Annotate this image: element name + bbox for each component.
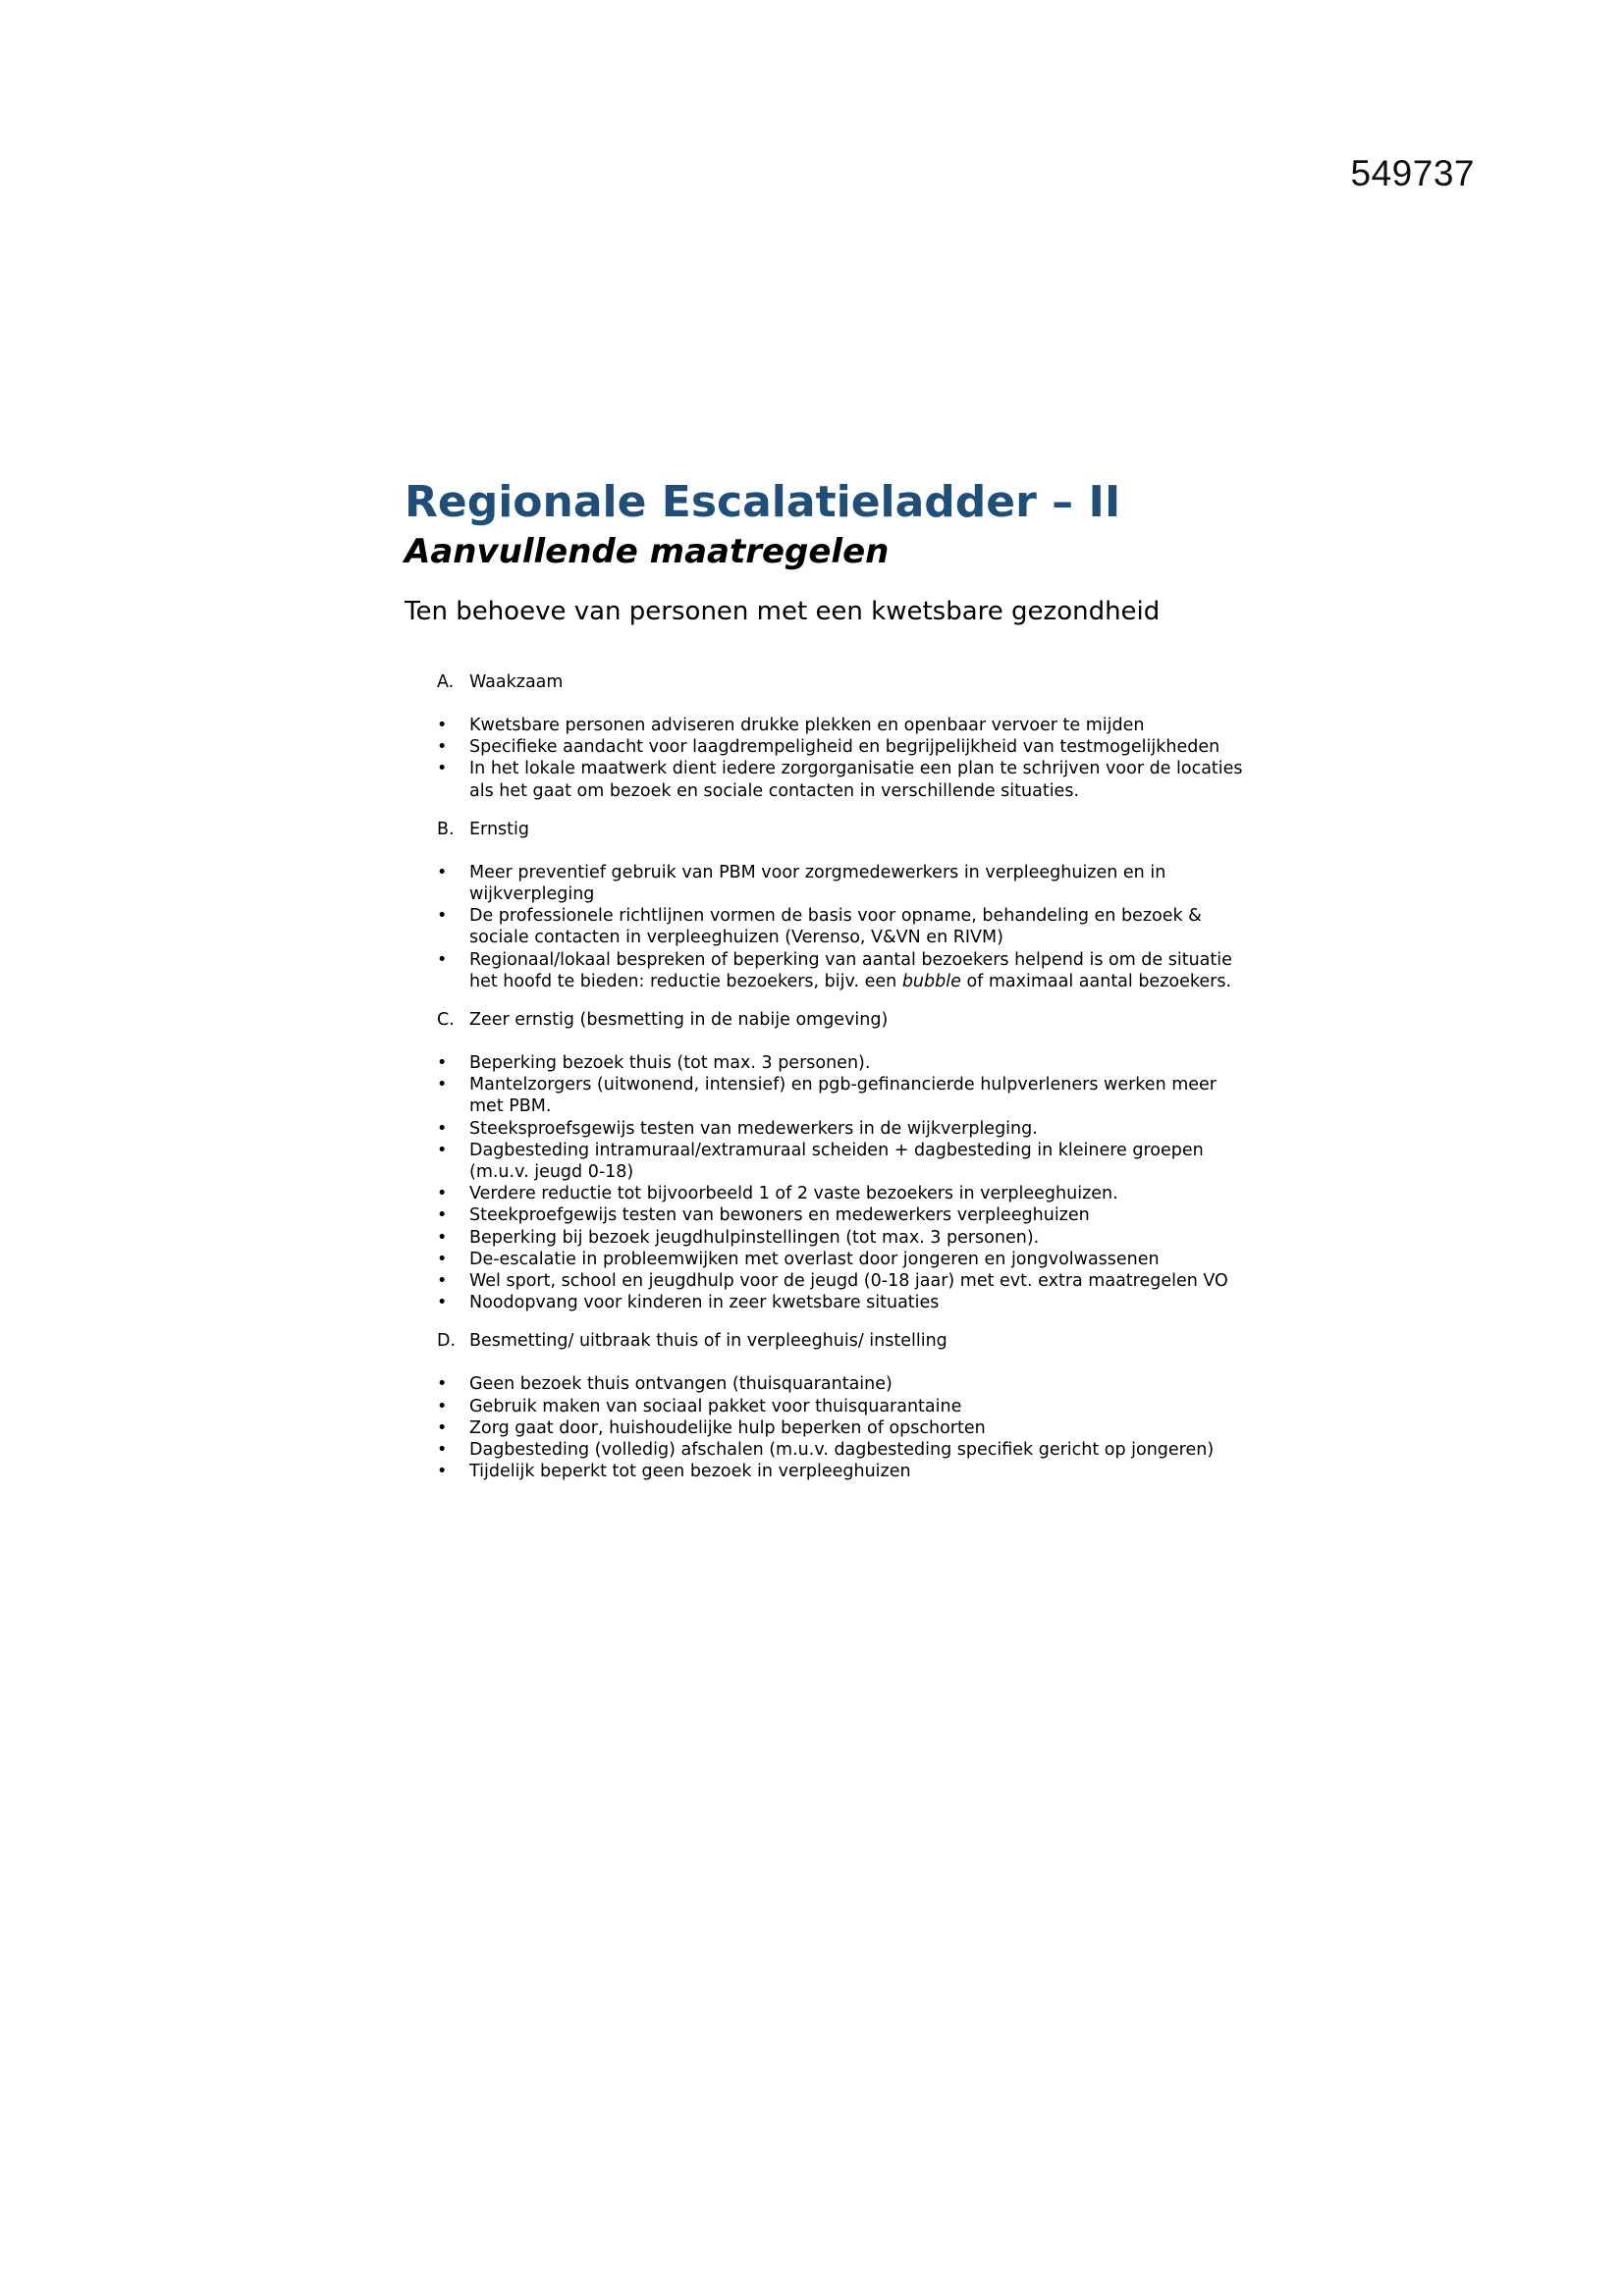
list-item bbox=[437, 715, 1249, 736]
list-item bbox=[437, 1118, 1249, 1140]
section-heading bbox=[437, 819, 1249, 840]
list-item bbox=[437, 1461, 1249, 1482]
list-item-text: Zorg gaat door, huishoudelijke hulp beperken of opschorten bbox=[469, 1417, 986, 1438]
bullet-dot-icon: • bbox=[437, 1440, 448, 1461]
list-item-text: Steekproefgewijs testen van bewoners en medewerkers verpleeghuizen bbox=[469, 1205, 1090, 1226]
bullet-list bbox=[437, 1052, 1249, 1313]
list-item bbox=[437, 1227, 1249, 1249]
list-item-text: Steeksproefsgewijs testen van medewerkers in de wijkverpleging. bbox=[469, 1118, 1038, 1139]
bullet-list bbox=[437, 1373, 1249, 1482]
section-letter: C. bbox=[437, 1010, 455, 1031]
list-item bbox=[437, 1396, 1249, 1417]
section-b bbox=[437, 819, 1249, 992]
page-title: Regionale Escalatieladder – II bbox=[405, 477, 1121, 527]
list-item-text: Gebruik maken van sociaal pakket voor thuisquarantaine bbox=[469, 1396, 962, 1416]
list-item-text: Tijdelijk beperkt tot geen bezoek in verpleeghuizen bbox=[469, 1462, 911, 1482]
list-item-text: Kwetsbare personen adviseren drukke plekken en openbaar vervoer te mijden bbox=[469, 716, 1145, 735]
list-item bbox=[437, 862, 1249, 905]
section-a bbox=[437, 671, 1249, 802]
bullet-dot-icon: • bbox=[437, 1205, 448, 1226]
list-item-text: Beperking bezoek thuis (tot max. 3 personen). bbox=[469, 1053, 871, 1074]
list-item-text: Beperking bij bezoek jeugdhulpinstellingen (tot max. 3 personen). bbox=[469, 1227, 1040, 1248]
bullet-dot-icon: • bbox=[437, 1462, 448, 1482]
bullet-dot-icon: • bbox=[437, 1417, 448, 1438]
list-item bbox=[437, 1140, 1249, 1183]
section-d bbox=[437, 1330, 1249, 1482]
list-item-text: Meer preventief gebruik van PBM voor zorgmedewerkers in verpleeghuizen en in wijkverpleging bbox=[469, 862, 1166, 905]
bullet-dot-icon: • bbox=[437, 1184, 448, 1204]
list-item bbox=[437, 1074, 1249, 1117]
section-letter: A. bbox=[437, 672, 455, 692]
list-item bbox=[437, 1417, 1249, 1439]
sections-list bbox=[405, 671, 1249, 1482]
list-item-text: Noodopvang voor kinderen in zeer kwetsbare situaties bbox=[469, 1293, 940, 1313]
list-item bbox=[437, 949, 1249, 992]
list-item-text: Mantelzorgers (uitwonend, intensief) en pgb-gefinancierde hulpverleners werken meer met PBM. bbox=[469, 1075, 1218, 1117]
list-item bbox=[437, 1249, 1249, 1270]
document-body bbox=[405, 475, 1249, 1499]
list-item bbox=[437, 736, 1249, 758]
bullet-dot-icon: • bbox=[437, 949, 448, 970]
bullet-dot-icon: • bbox=[437, 737, 448, 758]
list-item bbox=[437, 1052, 1249, 1074]
list-item bbox=[437, 1439, 1249, 1461]
bullet-dot-icon: • bbox=[437, 1227, 448, 1248]
list-item-text: Dagbesteding intramuraal/extramuraal scheiden + dagbesteding in kleinere groepen (m.u.v. jeugd 0-18) bbox=[469, 1140, 1204, 1183]
bullet-list bbox=[437, 862, 1249, 992]
bullet-list bbox=[437, 715, 1249, 802]
bullet-dot-icon: • bbox=[437, 1374, 448, 1395]
list-item-text: Dagbesteding (volledig) afschalen (m.u.v. dagbesteding specifiek gericht op jongeren) bbox=[469, 1440, 1215, 1461]
list-item bbox=[437, 758, 1249, 801]
section-title: Waakzaam bbox=[469, 672, 564, 692]
intro-text: Ten behoeve van personen met een kwetsbare gezondheid bbox=[405, 597, 1161, 626]
bullet-dot-icon: • bbox=[437, 1249, 448, 1269]
section-letter: B. bbox=[437, 819, 455, 839]
list-item bbox=[437, 1183, 1249, 1204]
bullet-dot-icon: • bbox=[437, 1118, 448, 1139]
list-item bbox=[437, 1373, 1249, 1395]
section-title: Ernstig bbox=[469, 819, 529, 839]
bullet-dot-icon: • bbox=[437, 862, 448, 882]
bullet-dot-icon: • bbox=[437, 1140, 448, 1160]
section-c bbox=[437, 1009, 1249, 1313]
list-item bbox=[437, 1270, 1249, 1292]
bullet-dot-icon: • bbox=[437, 759, 448, 779]
bullet-dot-icon: • bbox=[437, 906, 448, 927]
section-title: Zeer ernstig (besmetting in de nabije omgeving) bbox=[469, 1010, 889, 1031]
section-title: Besmetting/ uitbraak thuis of in verpleeghuis/ instelling bbox=[469, 1331, 947, 1352]
section-letter: D. bbox=[437, 1331, 457, 1352]
list-item-text: Regionaal/lokaal bespreken of beperking van aantal bezoekers helpend is om de situatie het hoofd te bieden: reductie bezoekers, bijv. een bubble of maximaal aantal bezoekers. bbox=[469, 949, 1232, 991]
list-item bbox=[437, 1292, 1249, 1313]
list-item-text: Wel sport, school en jeugdhulp voor de jeugd (0-18 jaar) met evt. extra maatregelen VO bbox=[469, 1271, 1228, 1292]
list-item-text: Verdere reductie tot bijvoorbeeld 1 of 2 vaste bezoekers in verpleeghuizen. bbox=[469, 1184, 1118, 1204]
section-heading bbox=[437, 671, 1249, 693]
document-number: 549737 bbox=[1350, 153, 1475, 193]
list-item-text: Geen bezoek thuis ontvangen (thuisquarantaine) bbox=[469, 1374, 893, 1395]
section-heading bbox=[437, 1009, 1249, 1031]
list-item bbox=[437, 905, 1249, 948]
list-item-text: De-escalatie in probleemwijken met overlast door jongeren en jongvolwassenen bbox=[469, 1249, 1160, 1269]
bullet-dot-icon: • bbox=[437, 1396, 448, 1416]
list-item-text: Specifieke aandacht voor laagdrempeligheid en begrijpelijkheid van testmogelijkheden bbox=[469, 737, 1220, 758]
list-item-text: De professionele richtlijnen vormen de basis voor opname, behandeling en bezoek & sociale contacten in verpleeghuizen (Verenso, V&VN en RIVM) bbox=[469, 906, 1202, 948]
page-subtitle: Aanvullende maatregelen bbox=[405, 532, 890, 571]
bullet-dot-icon: • bbox=[437, 1271, 448, 1292]
bullet-dot-icon: • bbox=[437, 1053, 448, 1074]
bullet-dot-icon: • bbox=[437, 1293, 448, 1313]
section-heading bbox=[437, 1330, 1249, 1352]
bullet-dot-icon: • bbox=[437, 716, 448, 735]
list-item-text: In het lokale maatwerk dient iedere zorgorganisatie een plan te schrijven voor de locaties als het gaat om bezoek en sociale contacten in verschillende situaties. bbox=[469, 759, 1243, 801]
list-item bbox=[437, 1204, 1249, 1226]
bullet-dot-icon: • bbox=[437, 1075, 448, 1095]
